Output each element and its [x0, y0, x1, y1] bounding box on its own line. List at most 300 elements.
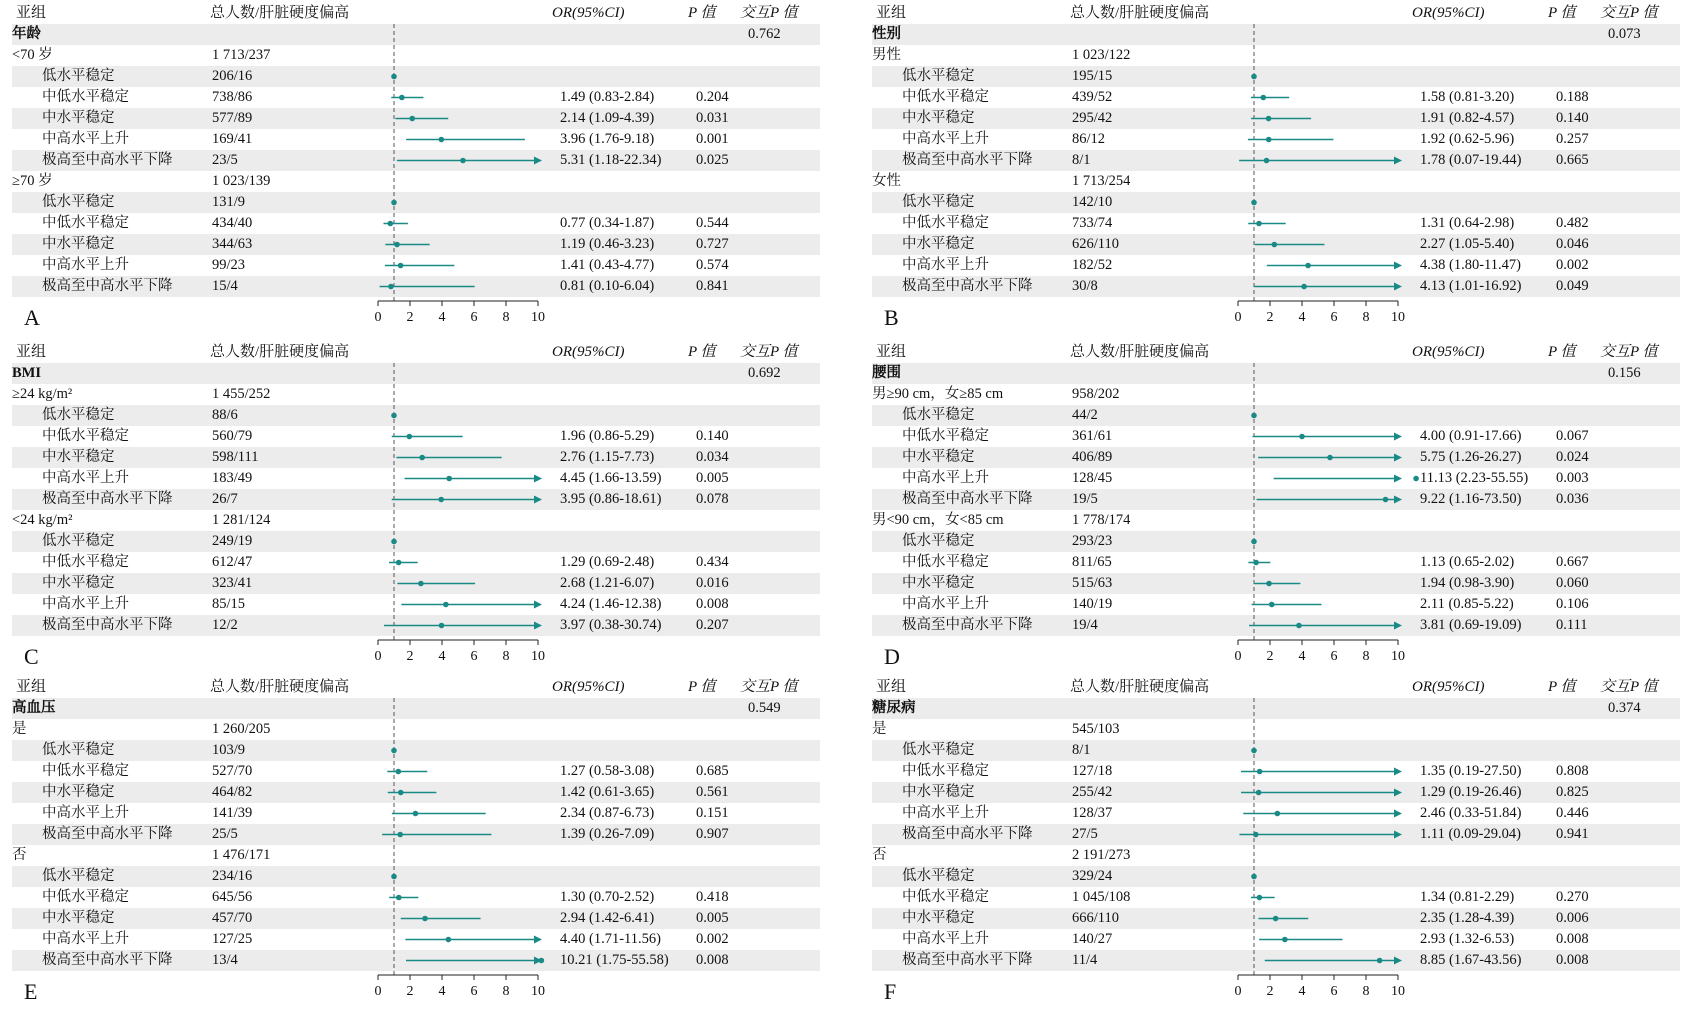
or-ci-value: 2.94 (1.42-6.41) [560, 910, 655, 926]
trajectory-label: 中水平稳定 [42, 910, 115, 926]
row-n: 612/47 [212, 554, 253, 570]
group-label: 否 [12, 847, 27, 863]
or-point [1377, 958, 1383, 964]
p-value: 0.140 [696, 428, 729, 444]
header-subgroup: 亚组 [16, 679, 47, 695]
interaction-p-value: 0.762 [748, 26, 781, 42]
header-interaction-p: 交互P 值 [740, 5, 798, 21]
trajectory-label: 中低水平稳定 [902, 428, 989, 444]
p-value: 0.008 [1556, 931, 1589, 947]
or-ci-value: 3.96 (1.76-9.18) [560, 131, 655, 147]
or-ci-value: 4.13 (1.01-16.92) [1420, 278, 1522, 294]
trajectory-label: 中低水平稳定 [902, 889, 989, 905]
or-point [438, 497, 444, 503]
trajectory-label: 中水平稳定 [902, 110, 975, 126]
header-or-ci: OR(95%CI) [1412, 344, 1485, 360]
row-n: 811/65 [1072, 554, 1112, 570]
or-point [446, 476, 452, 482]
trajectory-label: 中水平稳定 [902, 910, 975, 926]
or-point [1251, 74, 1257, 80]
p-value: 0.561 [696, 784, 729, 800]
header-subgroup: 亚组 [876, 344, 907, 360]
group-label: 是 [872, 721, 887, 737]
row-n: 169/41 [212, 131, 253, 147]
ci-arrow [534, 475, 542, 483]
or-ci-value: 2.46 (0.33-51.84) [1420, 805, 1522, 821]
forest-panel-f [860, 676, 1692, 1011]
p-value: 0.005 [696, 910, 729, 926]
group-n: 958/202 [1072, 386, 1120, 402]
factor-label: 性别 [872, 26, 901, 42]
header-n-label: 总人数/肝脏硬度偏高 [210, 5, 350, 21]
x-tick-label: 8 [1362, 649, 1370, 664]
group-n: 1 023/139 [212, 173, 271, 189]
header-or-ci: OR(95%CI) [1412, 5, 1485, 21]
or-point [399, 95, 405, 101]
p-value: 0.667 [1556, 554, 1589, 570]
p-value: 0.006 [1556, 910, 1589, 926]
trajectory-label: 中水平稳定 [42, 110, 115, 126]
p-value: 0.270 [1556, 889, 1589, 905]
factor-label: BMI [12, 365, 41, 381]
or-ci-value: 1.19 (0.46-3.23) [560, 236, 655, 252]
or-point [443, 602, 449, 608]
x-tick-label: 4 [438, 984, 446, 999]
or-ci-value: 1.78 (0.07-19.44) [1420, 152, 1522, 168]
or-ci-value: 11.13 (2.23-55.55) [1420, 470, 1529, 486]
or-point [419, 455, 425, 461]
x-tick-label: 4 [1298, 984, 1306, 999]
x-tick-label: 10 [1391, 649, 1405, 664]
header-subgroup: 亚组 [16, 5, 47, 21]
or-ci-value: 1.30 (0.70-2.52) [560, 889, 655, 905]
p-value: 0.727 [696, 236, 729, 252]
row-n: 206/16 [212, 68, 253, 84]
trajectory-label: 中水平稳定 [902, 575, 975, 591]
or-ci-value: 1.35 (0.19-27.50) [1420, 763, 1522, 779]
trajectory-label: 中水平稳定 [902, 236, 975, 252]
or-point [1251, 413, 1257, 419]
p-value: 0.025 [696, 152, 729, 168]
row-n: 195/15 [1072, 68, 1113, 84]
ci-arrow [534, 936, 542, 944]
group-n: 545/103 [1072, 721, 1120, 737]
header-p: P 值 [688, 679, 716, 695]
row-n: 323/41 [212, 575, 253, 591]
ci-arrow [1394, 831, 1402, 839]
forest-panel-e [0, 676, 832, 1011]
group-n: 1 023/122 [1072, 47, 1131, 63]
x-tick-label: 10 [531, 649, 545, 664]
group-n: 1 778/174 [1072, 512, 1131, 528]
or-ci-value: 1.29 (0.19-26.46) [1420, 784, 1522, 800]
trajectory-label: 中高水平上升 [902, 470, 989, 486]
or-ci-value: 1.92 (0.62-5.96) [1420, 131, 1515, 147]
p-value: 0.111 [1556, 617, 1588, 633]
trajectory-label: 中低水平稳定 [42, 215, 129, 231]
row-n: 86/12 [1072, 131, 1106, 147]
trajectory-label: 中高水平上升 [42, 805, 129, 821]
panel-letter: F [884, 979, 897, 1004]
ci-arrow [534, 601, 542, 609]
x-tick-label: 4 [438, 649, 446, 664]
or-point [1257, 769, 1263, 775]
trajectory-label: 中高水平上升 [902, 805, 989, 821]
trajectory-label: 极高至中高水平下降 [902, 491, 1033, 507]
p-value: 0.036 [1556, 491, 1589, 507]
x-tick-label: 6 [1330, 310, 1338, 325]
header-n-label: 总人数/肝脏硬度偏高 [1070, 5, 1210, 21]
p-value: 0.005 [696, 470, 729, 486]
p-value: 0.941 [1556, 826, 1589, 842]
row-n: 527/70 [212, 763, 253, 779]
p-value: 0.002 [1556, 257, 1589, 273]
trajectory-label: 中低水平稳定 [902, 763, 989, 779]
header-or-ci: OR(95%CI) [552, 344, 625, 360]
p-value: 0.434 [696, 554, 729, 570]
p-value: 0.482 [1556, 215, 1589, 231]
or-point [413, 811, 419, 817]
or-ci-value: 4.38 (1.80-11.47) [1420, 257, 1521, 273]
row-n: 361/61 [1072, 428, 1113, 444]
or-ci-value: 3.81 (0.69-19.09) [1420, 617, 1522, 633]
x-tick-label: 6 [1330, 649, 1338, 664]
or-ci-value: 2.35 (1.28-4.39) [1420, 910, 1515, 926]
x-tick-label: 4 [1298, 310, 1306, 325]
or-point [446, 937, 452, 943]
group-label: 男性 [872, 47, 901, 63]
group-n: 1 713/237 [212, 47, 271, 63]
header-interaction-p: 交互P 值 [740, 679, 798, 695]
or-point [394, 242, 400, 248]
or-ci-value: 0.81 (0.10-6.04) [560, 278, 655, 294]
group-n: 1 281/124 [212, 512, 271, 528]
row-n: 11/4 [1072, 952, 1098, 968]
row-n: 1 045/108 [1072, 889, 1131, 905]
row-n: 560/79 [212, 428, 253, 444]
row-n: 515/63 [1072, 575, 1113, 591]
or-point [1266, 116, 1272, 122]
p-value: 0.024 [1556, 449, 1589, 465]
row-n: 733/74 [1072, 215, 1113, 231]
or-ci-value: 10.21 (1.75-55.58) [560, 952, 669, 968]
or-ci-value: 1.96 (0.86-5.29) [560, 428, 655, 444]
x-tick-label: 2 [1266, 649, 1274, 664]
or-point [439, 623, 445, 629]
row-n: 666/110 [1072, 910, 1119, 926]
ci-arrow [1394, 475, 1402, 483]
p-value: 0.034 [696, 449, 729, 465]
row-n: 85/15 [212, 596, 246, 612]
or-point [418, 581, 424, 587]
interaction-p-value: 0.549 [748, 700, 781, 716]
p-value: 0.188 [1556, 89, 1589, 105]
ci-arrow [1394, 283, 1402, 291]
or-ci-value: 1.41 (0.43-4.77) [560, 257, 655, 273]
x-tick-label: 0 [1234, 984, 1242, 999]
trajectory-label: 中水平稳定 [902, 449, 975, 465]
ci-arrow [534, 157, 542, 165]
forest-plot-area [860, 676, 1692, 1011]
group-label: 是 [12, 721, 27, 737]
p-value: 0.078 [696, 491, 729, 507]
trajectory-label: 极高至中高水平下降 [42, 826, 173, 842]
or-point [409, 116, 415, 122]
trajectory-label: 极高至中高水平下降 [42, 152, 173, 168]
interaction-p-value: 0.374 [1608, 700, 1641, 716]
panel-letter: C [24, 644, 39, 669]
or-ci-value: 2.27 (1.05-5.40) [1420, 236, 1515, 252]
row-n: 329/24 [1072, 868, 1113, 884]
row-n: 127/25 [212, 931, 253, 947]
or-point [460, 158, 466, 164]
p-value: 0.008 [1556, 952, 1589, 968]
trajectory-label: 中低水平稳定 [42, 89, 129, 105]
forest-panel-a [0, 2, 832, 337]
x-tick-label: 4 [438, 310, 446, 325]
group-n: 1 455/252 [212, 386, 271, 402]
trajectory-label: 极高至中高水平下降 [902, 952, 1033, 968]
row-n: 19/5 [1072, 491, 1098, 507]
row-n: 142/10 [1072, 194, 1113, 210]
row-n: 406/89 [1072, 449, 1113, 465]
or-point [1251, 748, 1257, 754]
row-n: 344/63 [212, 236, 253, 252]
interaction-p-value: 0.156 [1608, 365, 1641, 381]
header-n-label: 总人数/肝脏硬度偏高 [210, 679, 350, 695]
or-ci-value: 1.49 (0.83-2.84) [560, 89, 655, 105]
trajectory-label: 低水平稳定 [42, 407, 115, 423]
p-value: 0.151 [696, 805, 729, 821]
forest-panel-c [0, 341, 832, 676]
row-n: 25/5 [212, 826, 238, 842]
forest-plot-area [860, 341, 1692, 676]
or-ci-value: 1.39 (0.26-7.09) [560, 826, 655, 842]
p-value: 0.685 [696, 763, 729, 779]
x-tick-label: 8 [502, 649, 510, 664]
trajectory-label: 中低水平稳定 [42, 763, 129, 779]
x-tick-label: 8 [1362, 310, 1370, 325]
or-point [388, 284, 394, 290]
row-n: 131/9 [212, 194, 246, 210]
ci-arrow [1394, 454, 1402, 462]
or-point [1251, 539, 1257, 545]
trajectory-label: 中低水平稳定 [42, 554, 129, 570]
p-value: 0.002 [696, 931, 729, 947]
x-tick-label: 8 [502, 984, 510, 999]
or-ci-value: 1.42 (0.61-3.65) [560, 784, 655, 800]
header-n-label: 总人数/肝脏硬度偏高 [1070, 344, 1210, 360]
ci-arrow [1394, 496, 1402, 504]
factor-label: 腰围 [872, 365, 901, 381]
panel-letter: B [884, 305, 899, 330]
or-ci-value: 1.31 (0.64-2.98) [1420, 215, 1515, 231]
trajectory-label: 中水平稳定 [902, 784, 975, 800]
row-n: 23/5 [212, 152, 238, 168]
row-n: 19/4 [1072, 617, 1098, 633]
panel-letter: E [24, 979, 38, 1004]
or-point [1253, 560, 1259, 566]
or-ci-value: 3.95 (0.86-18.61) [560, 491, 662, 507]
interaction-p-value: 0.692 [748, 365, 781, 381]
group-label: <24 kg/m² [12, 512, 73, 528]
or-ci-value: 1.27 (0.58-3.08) [560, 763, 655, 779]
ci-arrow [534, 496, 542, 504]
header-subgroup: 亚组 [876, 5, 907, 21]
or-ci-value: 1.34 (0.81-2.29) [1420, 889, 1515, 905]
header-interaction-p: 交互P 值 [1600, 5, 1658, 21]
x-tick-label: 6 [470, 649, 478, 664]
trajectory-label: 低水平稳定 [42, 194, 115, 210]
row-n: 140/19 [1072, 596, 1113, 612]
trajectory-label: 中低水平稳定 [42, 428, 129, 444]
panel-letter: A [24, 305, 40, 330]
header-or-ci: OR(95%CI) [552, 5, 625, 21]
p-value: 0.140 [1556, 110, 1589, 126]
forest-plot-area [0, 676, 832, 1011]
or-point [1269, 602, 1275, 608]
or-point [1305, 263, 1311, 269]
ci-arrow [534, 622, 542, 630]
trajectory-label: 中高水平上升 [902, 257, 989, 273]
p-value: 0.204 [696, 89, 729, 105]
trajectory-label: 中低水平稳定 [902, 554, 989, 570]
group-n: 1 476/171 [212, 847, 271, 863]
ci-arrow [1394, 789, 1402, 797]
or-point [1413, 476, 1419, 482]
x-tick-label: 0 [1234, 649, 1242, 664]
x-tick-label: 6 [1330, 984, 1338, 999]
x-tick-label: 6 [470, 984, 478, 999]
ci-arrow [1394, 768, 1402, 776]
p-value: 0.001 [696, 131, 729, 147]
p-value: 0.008 [696, 596, 729, 612]
or-point [1256, 790, 1262, 796]
or-ci-value: 4.45 (1.66-13.59) [560, 470, 662, 486]
row-n: 464/82 [212, 784, 253, 800]
trajectory-label: 极高至中高水平下降 [902, 278, 1033, 294]
p-value: 0.418 [696, 889, 729, 905]
or-point [422, 916, 428, 922]
header-p: P 值 [688, 344, 716, 360]
or-point [1253, 832, 1259, 838]
row-n: 234/16 [212, 868, 253, 884]
header-n-label: 总人数/肝脏硬度偏高 [210, 344, 350, 360]
p-value: 0.106 [1556, 596, 1589, 612]
p-value: 0.046 [1556, 236, 1589, 252]
or-point [1282, 937, 1288, 943]
p-value: 0.574 [696, 257, 729, 273]
or-point [1257, 895, 1263, 901]
row-n: 15/4 [212, 278, 238, 294]
row-n: 249/19 [212, 533, 253, 549]
or-ci-value: 1.13 (0.65-2.02) [1420, 554, 1515, 570]
row-n: 140/27 [1072, 931, 1113, 947]
trajectory-label: 低水平稳定 [902, 407, 975, 423]
ci-arrow [1394, 810, 1402, 818]
row-n: 103/9 [212, 742, 246, 758]
row-n: 128/37 [1072, 805, 1113, 821]
p-value: 0.907 [696, 826, 729, 842]
or-ci-value: 1.58 (0.81-3.20) [1420, 89, 1515, 105]
x-tick-label: 0 [374, 310, 382, 325]
x-tick-label: 0 [374, 649, 382, 664]
trajectory-label: 极高至中高水平下降 [902, 826, 1033, 842]
x-tick-label: 0 [1234, 310, 1242, 325]
or-point [1266, 137, 1272, 143]
or-ci-value: 5.75 (1.26-26.27) [1420, 449, 1522, 465]
or-point [1266, 581, 1272, 587]
trajectory-label: 极高至中高水平下降 [42, 617, 173, 633]
or-point [1272, 242, 1278, 248]
or-point [1327, 455, 1333, 461]
row-n: 182/52 [1072, 257, 1113, 273]
x-tick-label: 10 [1391, 310, 1405, 325]
or-ci-value: 1.94 (0.98-3.90) [1420, 575, 1515, 591]
trajectory-label: 中水平稳定 [42, 784, 115, 800]
row-n: 738/86 [212, 89, 253, 105]
group-label: 男<90 cm，女<85 cm [872, 512, 1004, 528]
trajectory-label: 低水平稳定 [902, 194, 975, 210]
factor-label: 年龄 [12, 26, 41, 42]
header-or-ci: OR(95%CI) [552, 679, 625, 695]
header-n-label: 总人数/肝脏硬度偏高 [1070, 679, 1210, 695]
or-ci-value: 4.00 (0.91-17.66) [1420, 428, 1522, 444]
row-n: 439/52 [1072, 89, 1113, 105]
or-ci-value: 4.40 (1.71-11.56) [560, 931, 661, 947]
or-point [391, 748, 397, 754]
ci-arrow [1394, 433, 1402, 441]
trajectory-label: 极高至中高水平下降 [42, 491, 173, 507]
trajectory-label: 中高水平上升 [42, 931, 129, 947]
or-point [539, 958, 545, 964]
trajectory-label: 中高水平上升 [42, 131, 129, 147]
p-value: 0.665 [1556, 152, 1589, 168]
x-tick-label: 10 [1391, 984, 1405, 999]
trajectory-label: 中低水平稳定 [42, 889, 129, 905]
or-point [1299, 434, 1305, 440]
x-tick-label: 2 [406, 984, 414, 999]
row-n: 645/56 [212, 889, 253, 905]
row-n: 8/1 [1072, 152, 1091, 168]
trajectory-label: 低水平稳定 [42, 742, 115, 758]
trajectory-label: 低水平稳定 [902, 533, 975, 549]
p-value: 0.207 [696, 617, 729, 633]
or-point [397, 832, 403, 838]
x-tick-label: 8 [1362, 984, 1370, 999]
ci-arrow [1394, 622, 1402, 630]
group-label: 男≥90 cm，女≥85 cm [872, 386, 1004, 402]
p-value: 0.544 [696, 215, 729, 231]
trajectory-label: 中水平稳定 [42, 236, 115, 252]
or-ci-value: 2.11 (0.85-5.22) [1420, 596, 1514, 612]
or-ci-value: 0.77 (0.34-1.87) [560, 215, 655, 231]
or-ci-value: 4.24 (1.46-12.38) [560, 596, 662, 612]
trajectory-label: 低水平稳定 [902, 68, 975, 84]
row-n: 295/42 [1072, 110, 1113, 126]
x-tick-label: 2 [406, 649, 414, 664]
panel-letter: D [884, 644, 900, 669]
ci-arrow [1394, 262, 1402, 270]
trajectory-label: 低水平稳定 [902, 742, 975, 758]
or-ci-value: 2.93 (1.32-6.53) [1420, 931, 1515, 947]
p-value: 0.003 [1556, 470, 1589, 486]
x-tick-label: 10 [531, 310, 545, 325]
or-ci-value: 1.29 (0.69-2.48) [560, 554, 655, 570]
x-tick-label: 2 [1266, 310, 1274, 325]
header-interaction-p: 交互P 值 [1600, 344, 1658, 360]
or-point [1264, 158, 1270, 164]
